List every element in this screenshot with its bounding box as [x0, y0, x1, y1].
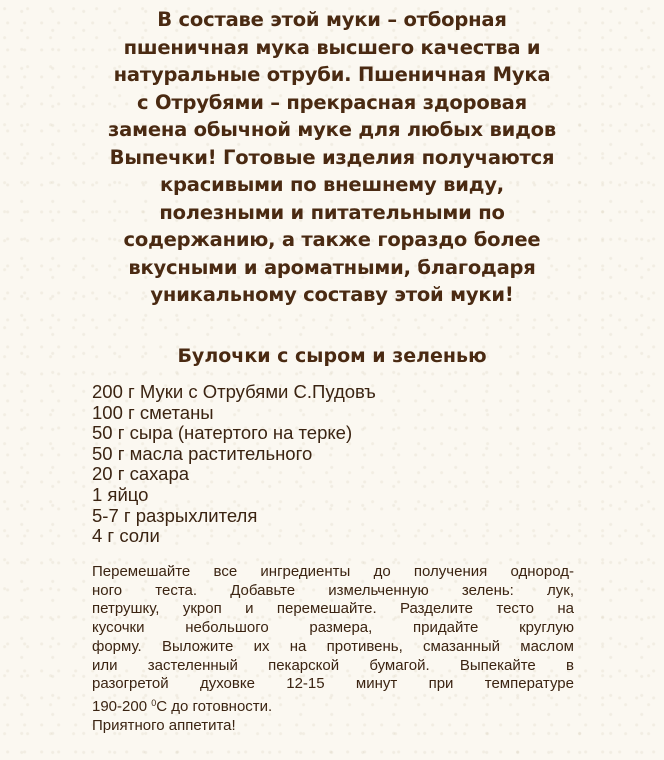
intro-line: вкусными и ароматными, благодаря [128, 255, 536, 279]
ingredient-item: 4 г соли [92, 525, 160, 547]
degree-mark: 0 [151, 697, 157, 708]
intro-line: В составе этой муки – отборная [157, 8, 507, 31]
intro-paragraph [58, 6, 606, 309]
ingredient-item: 20 г сахара [92, 463, 190, 485]
ingredient-item: 200 г Муки с Отрубями С.Пудовъ [92, 381, 376, 402]
intro-line: полезными и питательными по [159, 200, 505, 224]
intro-line: Выпечки! Готовые изделия получаются [109, 145, 555, 169]
intro-line: красивыми по внешнему виду, [160, 173, 504, 196]
method-temperature-line [92, 694, 574, 717]
ingredient-item: 1 яйцо [92, 483, 149, 505]
method-line: Перемешайте все ингредиенты до получения однород- [92, 563, 574, 580]
ingredients-list [92, 382, 376, 547]
closing-line: Приятного аппетита! [92, 716, 236, 734]
intro-line: с Отрубями – прекрасная здоровая [137, 90, 527, 114]
method-line: ного теста. Добавьте измельченную зелень: лук, [92, 581, 574, 599]
temperature-suffix: С до готовности. [156, 697, 273, 715]
intro-line: натуральные отруби. Пшеничная Мука [113, 63, 551, 86]
method-paragraph [92, 563, 574, 735]
method-line: разогретой духовке 12-15 минут при температуре [92, 675, 574, 693]
intro-line: уникальному составу этой муки! [150, 283, 514, 306]
method-line: кусочки небольшого размера, придайте круглую [92, 619, 574, 637]
method-line: форму. Выложите их на противень, смазанный маслом [92, 637, 574, 655]
temperature-value: 190-200 [92, 697, 152, 715]
ingredient-item: 50 г масла растительного [92, 442, 313, 464]
method-line: или застеленный пекарской бумагой. Выпекайте в [92, 656, 574, 674]
recipe-title: Булочки с сыром и зеленью [177, 345, 487, 367]
intro-line: пшеничная мука высшего качества и [123, 35, 541, 59]
method-line: петрушку, укроп и перемешайте. Разделите тесто на [92, 600, 574, 618]
ingredient-item: 5-7 г разрыхлителя [92, 504, 258, 526]
ingredient-item: 50 г сыра (натертого на терке) [92, 422, 353, 444]
ingredient-item: 100 г сметаны [92, 401, 214, 423]
intro-line: содержанию, а также гораздо более [123, 228, 541, 251]
intro-line: замена обычной муке для любых видов [107, 118, 556, 141]
